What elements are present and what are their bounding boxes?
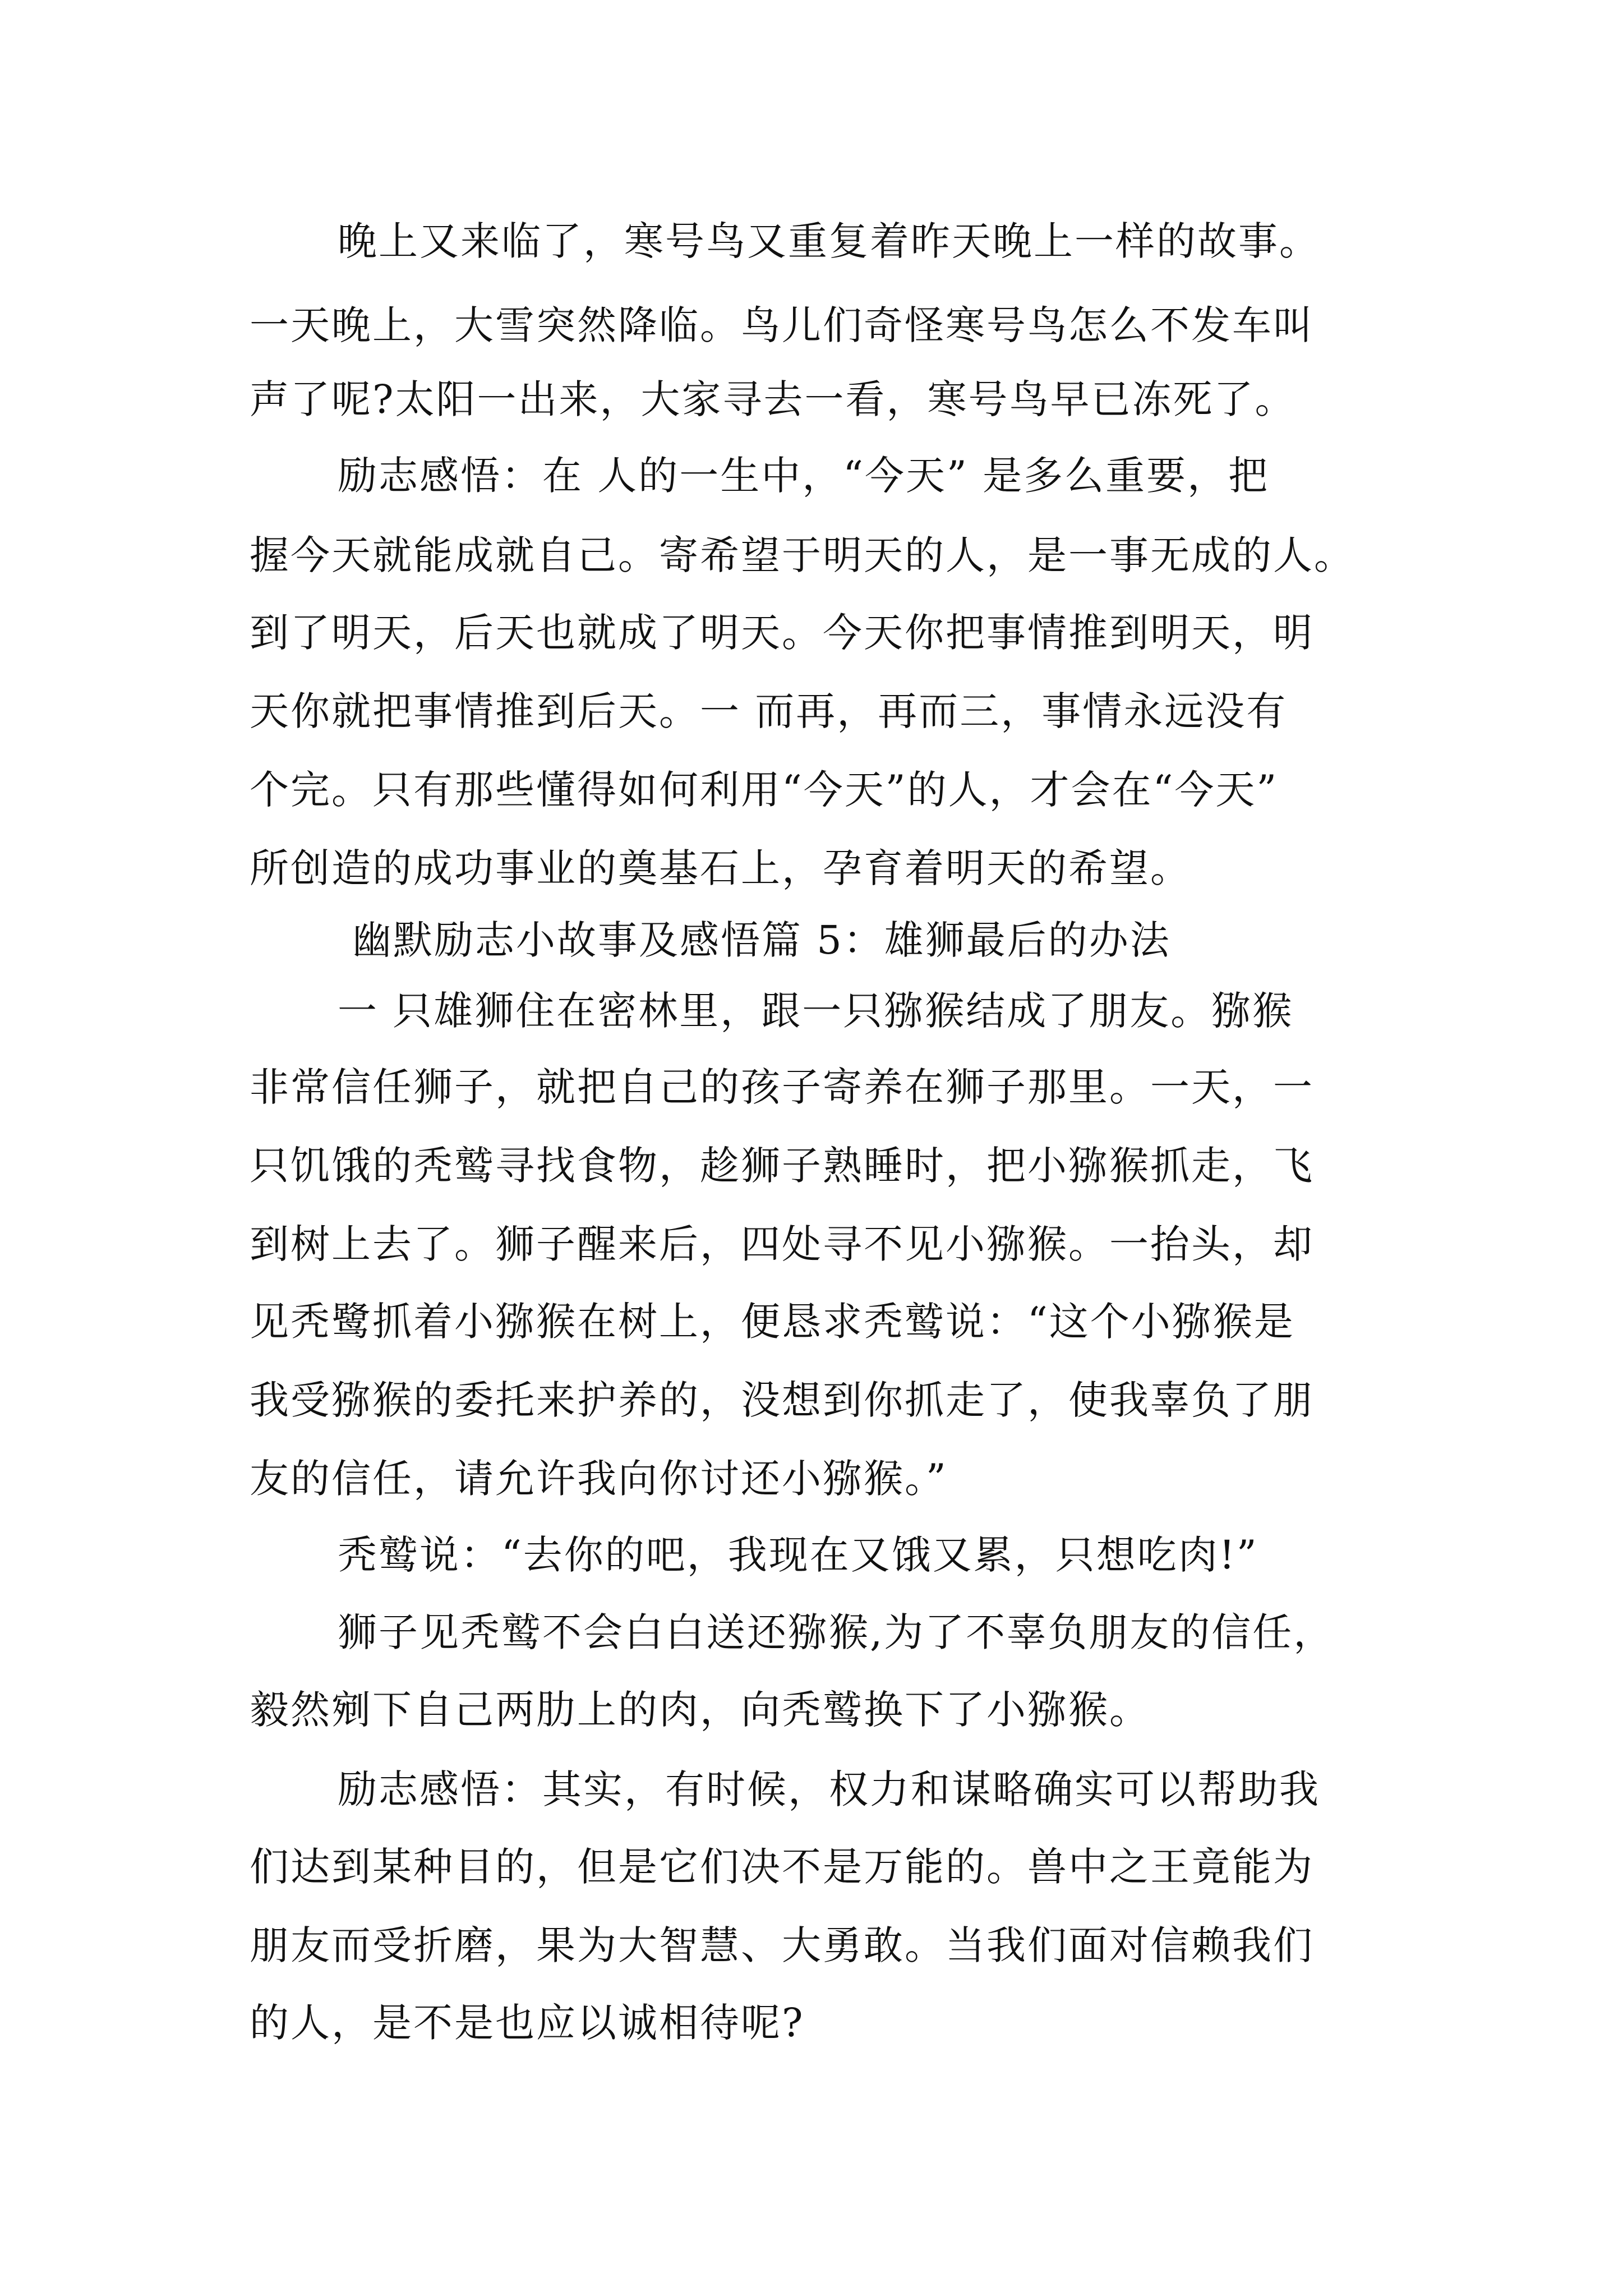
text-line: 天你就把事情推到后天。一 而再，再而三，事情永远没有 xyxy=(250,688,1288,734)
text-line: 励志感悟：其实，有时候，权力和谋略确实可以帮助我 xyxy=(338,1766,1320,1812)
text-line: 毅然剜下自己两肋上的肉，向秃鹫换下了小猕猴。 xyxy=(250,1687,1150,1733)
text-line: 一天晚上，大雪突然降临。鸟儿们奇怪寒号鸟怎么不发车叫 xyxy=(250,302,1314,348)
text-line: 我受猕猴的委托来护养的，没想到你抓走了，使我辜负了朋 xyxy=(250,1377,1314,1423)
text-line: 一 只雄狮住在密林里，跟一只猕猴结成了朋友。猕猴 xyxy=(338,988,1294,1034)
text-line: 朋友而受折磨，果为大智慧、大勇敢。当我们面对信赖我们 xyxy=(250,1922,1314,1968)
text-line: 狮子见秃鹫不会白白送还猕猴,为了不辜负朋友的信任， xyxy=(338,1609,1335,1655)
text-line: 友的信任，请允许我向你讨还小猕猴。” xyxy=(250,1456,948,1502)
text-line: 励志感悟：在 人的一生中，“今天” 是多么重要，把 xyxy=(338,453,1270,499)
text-line: 只饥饿的秃鹫寻找食物，趁狮子熟睡时，把小猕猴抓走，飞 xyxy=(250,1143,1314,1189)
text-line: 所创造的成功事业的奠基石上，孕育着明天的希望。 xyxy=(250,845,1191,891)
text-line: 到树上去了。狮子醒来后，四处寻不见小猕猴。一抬头，却 xyxy=(250,1221,1314,1267)
text-line: 见秃鹭抓着小猕猴在树上，便恳求秃鹫说：“这个小猕猴是 xyxy=(250,1299,1295,1345)
text-line: 到了明天，后天也就成了明天。今天你把事情推到明天，明 xyxy=(250,610,1314,656)
text-line: 晚上又来临了，寒号鸟又重复着昨天晚上一样的故事。 xyxy=(338,218,1320,264)
text-line: 秃鹫说：“去你的吧，我现在又饿又累，只想吃肉!” xyxy=(338,1532,1258,1578)
text-line: 们达到某种目的，但是它们决不是万能的。兽中之王竟能为 xyxy=(250,1844,1314,1890)
section-heading: 幽默励志小故事及感悟篇 5：雄狮最后的办法 xyxy=(352,917,1171,963)
text-line: 握今天就能成就自己。寄希望于明天的人，是一事无成的人。 xyxy=(250,532,1355,578)
text-line: 非常信任狮子，就把自己的孩子寄养在狮子那里。一天，一 xyxy=(250,1064,1314,1110)
text-line: 声了呢?太阳一出来，大家寻去一看，寒号鸟早已冻死了。 xyxy=(250,376,1296,422)
text-line: 个完。只有那些懂得如何利用“今天”的人，才会在“今天” xyxy=(250,767,1279,813)
text-line: 的人，是不是也应以诚相待呢? xyxy=(250,2000,805,2046)
